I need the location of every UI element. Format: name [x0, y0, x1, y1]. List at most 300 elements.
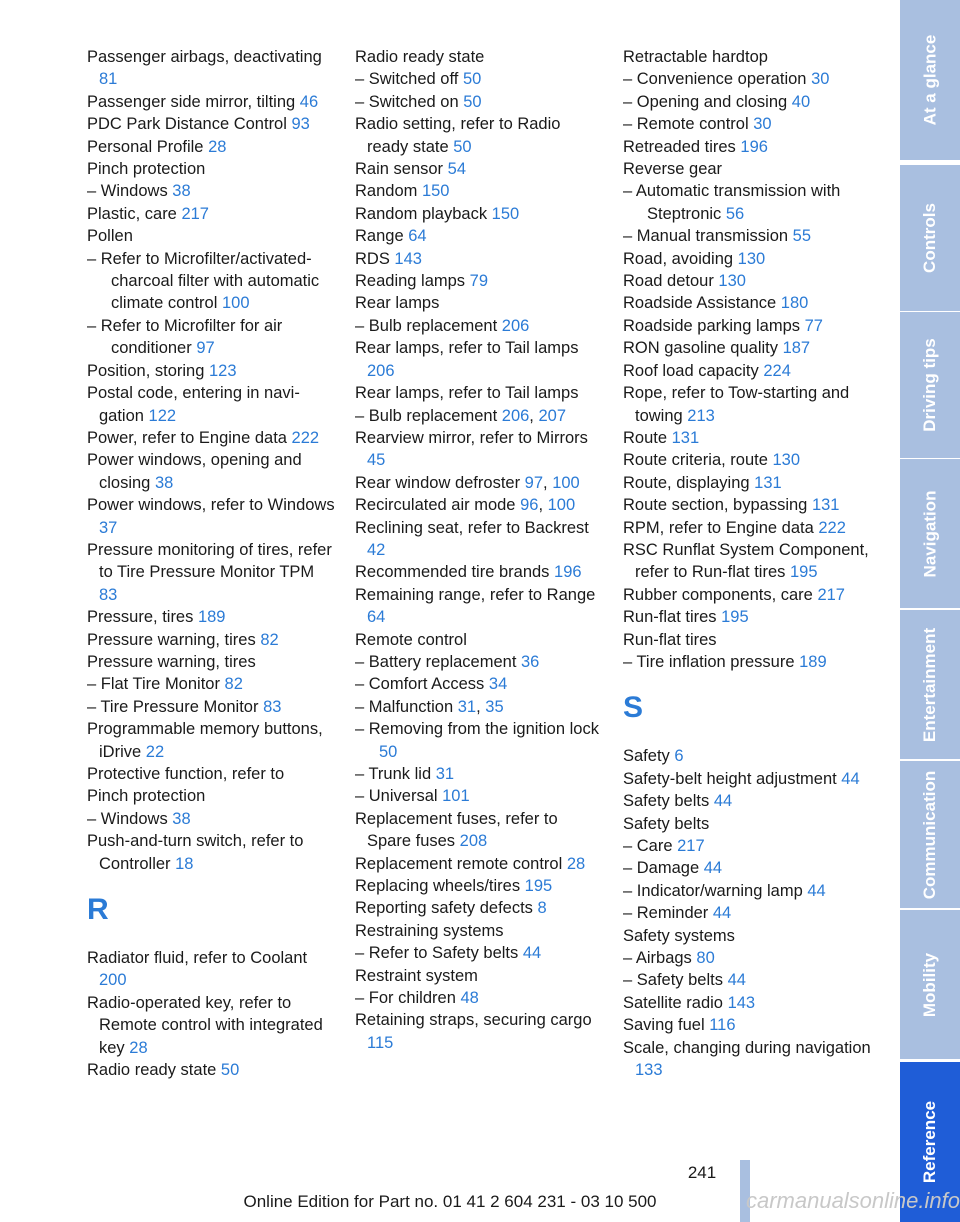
entry-text: Rear lamps, refer to Tail lamps: [355, 339, 579, 358]
entry-text: – Refer to Safety belts: [355, 944, 523, 963]
page-reference-link[interactable]: 38: [172, 182, 191, 201]
page-reference-link[interactable]: 143: [394, 249, 422, 268]
entry-text: Passenger airbags, deactivating: [87, 48, 322, 66]
entry-text: Saving fuel: [623, 1016, 710, 1035]
index-entry: [355, 808, 605, 853]
index-entry: [87, 449, 337, 494]
page-reference-link[interactable]: 38: [172, 809, 191, 828]
index-entry: [623, 270, 873, 292]
index-entry: [87, 830, 337, 875]
tab-communication[interactable]: [900, 761, 960, 908]
entry-text: Safety belts: [623, 814, 710, 833]
page-reference-link[interactable]: 50: [463, 92, 482, 111]
tab-label: Navigation: [920, 490, 939, 577]
index-entry: [623, 992, 873, 1014]
entry-text: Safety: [623, 747, 675, 766]
entry-text: Pressure monitoring of tires, refer to Tire Pressure Monitor TPM: [87, 540, 332, 582]
index-entry: [355, 853, 605, 875]
page-reference-link[interactable]: 64: [367, 608, 386, 627]
page-reference-link[interactable]: 143: [727, 993, 756, 1012]
page-reference-link[interactable]: 40: [791, 92, 811, 111]
index-entry: [355, 920, 605, 942]
index-subentry: [623, 969, 873, 991]
index-entry: [355, 46, 605, 68]
index-entry: [87, 494, 337, 539]
tab-label: Communication: [920, 770, 940, 899]
index-subentry: [355, 651, 605, 673]
index-subentry: [355, 673, 605, 695]
entry-text: – Airbags: [623, 949, 697, 968]
entry-text: – Trunk lid: [355, 765, 436, 783]
entry-text: Route, displaying: [623, 473, 755, 492]
index-subentry: [355, 718, 605, 763]
page-reference-link[interactable]: 196: [554, 563, 582, 582]
entry-text: Pressure warning, tires: [87, 652, 256, 671]
index-entry: [355, 113, 605, 158]
index-entry: [623, 1037, 873, 1082]
page-reference-link[interactable]: 42: [367, 540, 386, 559]
section-tabs: [900, 0, 960, 1222]
page-reference-link[interactable]: 208: [459, 832, 488, 851]
page-reference-link[interactable]: 217: [677, 837, 705, 855]
page-reference-link[interactable]: 81: [99, 70, 118, 89]
entry-text: RPM, refer to Engine data: [623, 518, 819, 537]
entry-text: Power windows, opening and closing: [87, 451, 302, 492]
entry-text: Roof load capacity: [623, 361, 764, 380]
index-subentry: [355, 763, 605, 785]
index-entry: [623, 539, 873, 584]
index-letter-heading: S: [623, 691, 644, 725]
page-reference-link[interactable]: 44: [712, 904, 732, 923]
page-reference-link[interactable]: 44: [727, 971, 746, 990]
page-reference-link[interactable]: 46: [299, 92, 319, 111]
page-reference-link[interactable]: 217: [181, 204, 209, 223]
entry-text: Personal Profile: [87, 137, 209, 156]
entry-text: – Windows: [87, 182, 173, 201]
page-reference-link[interactable]: 150: [421, 182, 450, 201]
page-reference-link[interactable]: 116: [709, 1016, 736, 1035]
page-reference-link[interactable]: 123: [208, 361, 237, 380]
page-reference-link[interactable]: 83: [263, 697, 282, 716]
entry-text: – Refer to Microfilter/activated-charcoal filter with automatic climate control: [87, 249, 320, 313]
entry-text: Radio-operated key, refer to Remote control with integrated key: [87, 993, 323, 1057]
page-reference-link[interactable]: 44: [713, 792, 733, 811]
index-entry: [87, 91, 337, 113]
index-subentry: [355, 785, 605, 807]
index-subentry: [623, 651, 873, 673]
entry-text: – Battery replacement: [355, 652, 521, 671]
page-reference-link[interactable]: 206: [501, 406, 530, 425]
page-reference-link[interactable]: 97: [524, 473, 544, 492]
index-letter-heading: R: [87, 893, 109, 927]
entry-text: Satellite radio: [623, 993, 728, 1012]
entry-text: Pinch protection: [87, 787, 206, 806]
page-reference-link[interactable]: 44: [807, 881, 826, 900]
page-reference-link[interactable]: 37: [99, 518, 118, 537]
page-reference-link[interactable]: 207: [538, 406, 566, 425]
entry-text: – Care: [623, 837, 678, 855]
entry-text: Route: [623, 428, 672, 447]
tab-navigation[interactable]: [900, 459, 960, 608]
entry-text: Rear lamps: [355, 294, 440, 313]
entry-text: Rear window defroster: [355, 473, 525, 492]
page-reference-link[interactable]: 22: [145, 742, 165, 761]
page-reference-link[interactable]: 195: [721, 608, 749, 627]
index-entry: [623, 449, 873, 471]
tab-label: At a glance: [920, 34, 940, 126]
page-reference-link[interactable]: 8: [537, 899, 547, 918]
page-reference-link[interactable]: 131: [671, 428, 700, 447]
page-reference-link[interactable]: 83: [99, 585, 118, 604]
index-subentry: [623, 835, 873, 857]
index-entry: [623, 337, 873, 359]
index-entry: [87, 136, 337, 158]
entry-text: Pollen: [87, 227, 133, 246]
index-entry: [355, 517, 605, 562]
index-entry: [87, 113, 337, 135]
entry-text: Protective function, refer to: [87, 765, 285, 783]
index-subentry: [355, 68, 605, 90]
page-reference-link[interactable]: 222: [818, 518, 846, 537]
index-entry: [623, 584, 873, 606]
page-reference-link[interactable]: 45: [367, 451, 386, 470]
index-entry: [355, 584, 605, 629]
entry-text: RON gasoline quality: [623, 339, 783, 358]
entry-text: Route criteria, route: [623, 451, 773, 470]
page-reference-link[interactable]: 93: [291, 115, 310, 134]
index-subentry: [355, 987, 605, 1009]
page-reference-link[interactable]: 195: [789, 563, 818, 582]
index-entry: [623, 1014, 873, 1036]
page-reference-link[interactable]: 44: [522, 944, 542, 963]
index-entry: [623, 315, 873, 337]
entry-text: – Windows: [87, 809, 173, 828]
index-entry: [623, 606, 873, 628]
entry-text: – Tire Pressure Monitor: [87, 697, 264, 716]
page-reference-link[interactable]: 77: [804, 316, 823, 335]
page-reference-link[interactable]: 150: [491, 204, 520, 223]
index-entry: [87, 203, 337, 225]
page-reference-link[interactable]: 100: [221, 294, 250, 313]
entry-text: Radio ready state: [87, 1061, 221, 1080]
index-entry: [623, 248, 873, 270]
page-reference-link[interactable]: 213: [687, 406, 715, 425]
entry-text: Replacement remote control: [355, 854, 567, 873]
tab-label: Reference: [920, 1100, 939, 1184]
entry-text: Random playback: [355, 204, 492, 223]
index-entry: Rear window defroster 97, 100: [355, 473, 580, 492]
entry-text: Reclining seat, refer to Backrest: [355, 518, 589, 537]
page-reference-link[interactable]: 131: [754, 473, 782, 492]
index-entry: Recirculated air mode 96, 100: [355, 496, 576, 515]
tab-entertainment[interactable]: [900, 610, 960, 759]
page-reference-link[interactable]: 34: [488, 675, 508, 694]
entry-text: Reading lamps: [355, 272, 470, 291]
page-reference-link[interactable]: 28: [129, 1038, 148, 1057]
entry-text: Postal code, entering in navigation: [87, 384, 300, 425]
index-subentry: [87, 248, 337, 315]
entry-text: Position, storing: [87, 361, 209, 380]
index-entry: [87, 427, 337, 449]
index-entry: [355, 897, 605, 919]
index-entry: [87, 382, 337, 427]
index-entry: [87, 606, 337, 628]
entry-text: – Switched off: [355, 70, 463, 89]
entry-text: Run-flat tires: [623, 608, 722, 627]
page-number: 241: [687, 1163, 717, 1182]
entry-text: Route section, bypassing: [623, 496, 812, 515]
tab-label: Entertainment: [920, 627, 940, 742]
index-entry: [87, 46, 337, 91]
page-reference-link[interactable]: 206: [367, 361, 395, 380]
tab-controls[interactable]: [900, 165, 960, 311]
index-entry: [87, 651, 337, 673]
index-entry: [87, 718, 337, 763]
index-entry: [623, 136, 873, 158]
index-subentry: [623, 947, 873, 969]
entry-text: – Safety belts: [623, 971, 728, 990]
index-entry: [87, 158, 337, 180]
tab-label: Driving tips: [920, 338, 940, 432]
tab-driving-tips[interactable]: [900, 312, 960, 458]
page-reference-link[interactable]: 50: [220, 1061, 240, 1080]
page-reference-link[interactable]: 55: [792, 227, 812, 246]
index-subentry: [623, 180, 873, 225]
page-reference-link[interactable]: 122: [148, 406, 177, 425]
page-reference-link[interactable]: 38: [154, 473, 174, 492]
entry-text: Reporting safety defects: [355, 899, 538, 918]
page-reference-link[interactable]: 82: [224, 675, 243, 694]
page-reference-link[interactable]: 131: [811, 496, 840, 515]
index-subentry: [623, 902, 873, 924]
index-entry: [623, 768, 873, 790]
page-reference-link[interactable]: 35: [485, 697, 504, 716]
entry-text: Pressure warning, tires: [87, 630, 261, 649]
index-subentry: [87, 673, 337, 695]
page-reference-link[interactable]: 133: [635, 1061, 663, 1080]
page-reference-link[interactable]: 30: [811, 70, 830, 89]
index-column-1: [87, 46, 337, 1081]
index-entry: [355, 1009, 605, 1054]
index-entry: [355, 965, 605, 987]
page-reference-link[interactable]: 189: [197, 608, 226, 627]
page-reference-link[interactable]: 44: [703, 859, 723, 878]
entry-text: Recirculated air mode: [355, 496, 521, 515]
index-subentry: [355, 942, 605, 964]
page-reference-link[interactable]: 36: [521, 652, 540, 671]
index-entry: [87, 763, 337, 785]
page-reference-link[interactable]: 30: [753, 115, 772, 134]
entry-text: – Convenience operation: [623, 70, 812, 89]
page-reference-link[interactable]: 196: [740, 137, 768, 156]
page-reference-link[interactable]: 187: [782, 339, 811, 358]
index-entry: [87, 539, 337, 606]
index-entry: [355, 203, 605, 225]
index-entry: [355, 561, 605, 583]
index-entry: [355, 270, 605, 292]
entry-text: Rearview mirror, refer to Mirrors: [355, 428, 588, 447]
entry-text: Power, refer to Engine data: [87, 428, 292, 447]
entry-text: Scale, changing during navigation: [623, 1038, 871, 1057]
entry-text: Retaining straps, securing cargo: [355, 1011, 592, 1030]
page-reference-link[interactable]: 189: [799, 652, 827, 671]
entry-text: Plastic, care: [87, 204, 182, 223]
entry-text: Roadside Assistance: [623, 294, 781, 313]
entry-text: Rope, refer to Tow-starting and towing: [623, 384, 850, 425]
entry-text: Rear lamps, refer to Tail lamps: [355, 384, 579, 403]
entry-text: Restraining systems: [355, 921, 504, 940]
entry-text: Pinch protection: [87, 160, 206, 179]
entry-text: Push-and-turn switch, refer to Controller: [87, 832, 304, 873]
index-subentry: [355, 315, 605, 337]
tab-at-a-glance[interactable]: [900, 0, 960, 160]
page-reference-link[interactable]: 18: [175, 854, 194, 873]
index-entry: [623, 745, 873, 767]
index-entry: [87, 225, 337, 247]
page-reference-link[interactable]: 180: [780, 294, 809, 313]
entry-text: – Opening and closing: [623, 92, 792, 111]
page-reference-link[interactable]: 195: [524, 877, 553, 896]
entry-text: Radio setting, refer to Radio ready state: [355, 115, 561, 156]
index-entry: [623, 517, 873, 539]
page-reference-link[interactable]: 48: [460, 989, 479, 1008]
page-reference-link[interactable]: 224: [763, 361, 791, 380]
page-reference-link[interactable]: 130: [718, 272, 746, 291]
page-reference-link[interactable]: 130: [737, 249, 766, 268]
entry-text: Random: [355, 182, 422, 201]
entry-text: RSC Runflat System Component, refer to Run-flat tires: [623, 540, 869, 582]
entry-text: Radiator fluid, refer to Coolant: [87, 949, 308, 968]
index-subentry: [87, 696, 337, 718]
entry-text: Pressure, tires: [87, 608, 198, 627]
tab-label: Mobility: [920, 952, 939, 1017]
index-entry: [87, 785, 337, 807]
entry-text: Range: [355, 227, 409, 246]
index-column-3: [623, 46, 873, 1081]
page-reference-link[interactable]: 97: [196, 339, 215, 358]
index-entry: [355, 292, 605, 314]
index-entry: [623, 813, 873, 835]
index-subentry: [623, 91, 873, 113]
index-entry: [623, 158, 873, 180]
index-entry: [355, 427, 605, 472]
tab-label: Controls: [920, 203, 940, 273]
page-reference-link[interactable]: 82: [260, 630, 279, 649]
entry-text: – Manual transmission: [623, 227, 793, 246]
index-subentry: – Malfunction 31, 35: [355, 697, 504, 716]
index-subentry: [355, 91, 605, 113]
entry-text: RDS: [355, 249, 395, 268]
entry-text: – Reminder: [623, 904, 713, 923]
entry-text: Retreaded tires: [623, 137, 741, 156]
index-subentry: [623, 857, 873, 879]
index-entry: [355, 337, 605, 382]
page-reference-link[interactable]: 222: [291, 428, 320, 447]
page-reference-link[interactable]: 28: [566, 854, 586, 873]
index-entry: [623, 292, 873, 314]
page-reference-link[interactable]: 56: [725, 204, 745, 223]
page-reference-link[interactable]: 6: [674, 747, 684, 766]
index-entry: [623, 360, 873, 382]
index-subentry: – Bulb replacement 206, 207: [355, 406, 566, 425]
page-reference-link[interactable]: 101: [442, 787, 470, 806]
index-entry: [355, 180, 605, 202]
entry-text: – Removing from the ignition lock: [355, 720, 599, 739]
entry-text: Replacing wheels/tires: [355, 877, 525, 896]
index-entry: [623, 427, 873, 449]
index-column-2: [355, 46, 605, 1054]
index-entry: [623, 629, 873, 651]
entry-text: – Malfunction: [355, 697, 458, 716]
index-entry: [355, 158, 605, 180]
entry-text: Remaining range, refer to Range: [355, 585, 596, 604]
page-reference-link[interactable]: 50: [379, 742, 398, 761]
entry-text: Radio ready state: [355, 48, 485, 66]
entry-text: Safety belts: [623, 792, 714, 811]
entry-text: Retractable hardtop: [623, 48, 768, 66]
page-reference-link[interactable]: 100: [552, 473, 580, 492]
entry-text: – Refer to Microfilter for air conditioner: [87, 316, 283, 358]
page-reference-link[interactable]: 100: [547, 496, 576, 515]
index-subentry: [623, 225, 873, 247]
page-reference-link[interactable]: 217: [817, 585, 845, 604]
watermark: carmanualsonline.info: [745, 1188, 960, 1213]
page-reference-link[interactable]: 50: [453, 137, 472, 156]
entry-text: Reverse gear: [623, 160, 723, 179]
entry-text: Remote control: [355, 630, 467, 649]
page-reference-link[interactable]: 200: [99, 971, 127, 990]
entry-text: Safety systems: [623, 926, 735, 945]
index-entry: [87, 360, 337, 382]
index-entry: [355, 875, 605, 897]
page-reference-link[interactable]: 44: [841, 769, 860, 788]
index-entry: [623, 472, 873, 494]
index-entry: [355, 382, 605, 404]
index-entry: [355, 225, 605, 247]
entry-text: – Switched on: [355, 92, 464, 111]
page-reference-link[interactable]: 96: [520, 496, 539, 515]
entry-text: – Bulb replacement: [355, 406, 502, 425]
page-reference-link[interactable]: 28: [208, 137, 227, 156]
index-subentry: [623, 880, 873, 902]
entry-text: Restraint system: [355, 966, 478, 985]
page-reference-link[interactable]: 130: [772, 451, 801, 470]
page-reference-link[interactable]: 115: [367, 1033, 394, 1052]
entry-text: – For children: [355, 989, 461, 1008]
tab-mobility[interactable]: [900, 910, 960, 1059]
footer-edition-text: Online Edition for Part no. 01 41 2 604 231 - 03 10 500: [243, 1192, 657, 1211]
entry-text: – Indicator/warning lamp: [623, 881, 808, 900]
page-reference-link[interactable]: 79: [469, 272, 489, 291]
entry-text: Safety-belt height adjustment: [623, 769, 842, 788]
index-subentry: [623, 68, 873, 90]
page-reference-link[interactable]: 64: [408, 227, 427, 246]
page-reference-link[interactable]: 31: [457, 697, 477, 716]
page-reference-link[interactable]: 31: [435, 765, 455, 783]
page-reference-link[interactable]: 54: [447, 160, 466, 179]
entry-text: Roadside parking lamps: [623, 316, 805, 335]
index-subentry: [87, 180, 337, 202]
page-reference-link[interactable]: 50: [462, 70, 482, 89]
index-subentry: [623, 113, 873, 135]
index-entry: [623, 494, 873, 516]
page-reference-link[interactable]: 206: [501, 316, 530, 335]
page-reference-link[interactable]: 80: [696, 949, 715, 968]
index-entry: [623, 925, 873, 947]
index-entry: [355, 248, 605, 270]
entry-text: Recommended tire brands: [355, 563, 555, 582]
entry-text: Road, avoiding: [623, 249, 738, 268]
